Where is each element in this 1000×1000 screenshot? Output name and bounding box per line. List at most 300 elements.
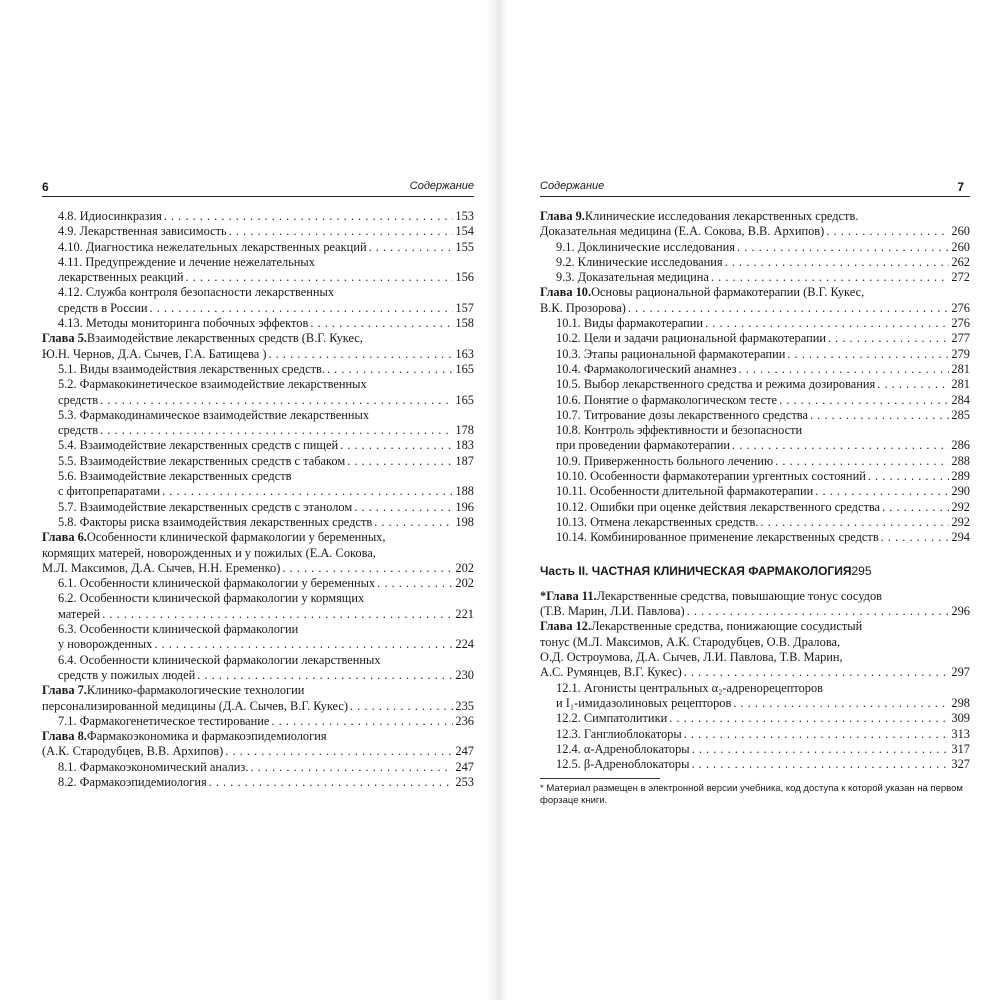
toc-page-number: 165 [455, 361, 474, 376]
toc-page-number: 221 [455, 606, 474, 621]
dot-leader [761, 515, 950, 530]
chapter-label: Глава 7. [42, 683, 87, 698]
toc-page-number: 292 [951, 499, 970, 514]
toc-entry-text: 10.10. Особенности фармакотерапии ургентных состояний [556, 469, 866, 484]
toc-entry-line [58, 607, 474, 622]
toc-page-number: 290 [951, 484, 970, 499]
toc-entry-text: 12.2. Симпатолитики [556, 711, 668, 726]
part-heading-label: Часть II. ЧАСТНАЯ КЛИНИЧЕСКАЯ ФАРМАКОЛОГИЯ [540, 563, 852, 578]
dot-leader [684, 665, 950, 680]
toc-page-number: 292 [951, 514, 970, 529]
toc-section-entry [42, 377, 474, 408]
toc-page-number: 297 [951, 665, 970, 680]
dot-leader [347, 454, 453, 469]
toc-entry-line [58, 591, 474, 606]
dot-leader [209, 775, 454, 790]
toc-entry-line [556, 515, 970, 530]
toc-entry-text: 4.13. Методы мониторинга побочных эффектов [58, 316, 309, 331]
toc-entry-line [58, 438, 474, 453]
chapter-label: Глава 5. [42, 331, 87, 346]
toc-entry-text: матерей [58, 606, 101, 621]
toc-entry-line [540, 589, 970, 604]
toc-entry-line [58, 576, 474, 591]
toc-page-number: 235 [455, 698, 474, 713]
dot-leader [877, 377, 949, 392]
toc-entry-text: 10.13. Отмена лекарственных средств. [556, 514, 759, 529]
dot-leader [100, 393, 453, 408]
toc-section-entry [540, 530, 970, 545]
dot-leader [733, 696, 949, 711]
toc-page-number: 202 [455, 576, 474, 591]
toc-entry-line [42, 744, 474, 759]
toc-entry-text: 12.3. Ганглиоблокаторы [556, 726, 682, 741]
toc-entry-line [556, 484, 970, 499]
dot-leader [687, 604, 950, 619]
running-title-right: Содержание [540, 180, 605, 192]
toc-entry-line [556, 240, 970, 255]
toc-page-number: 276 [951, 300, 970, 315]
toc-page-number: 309 [951, 711, 970, 726]
dot-leader [327, 362, 453, 377]
toc-entry-line [540, 635, 970, 650]
toc-entry-line [556, 331, 970, 346]
toc-section-entry [540, 727, 970, 742]
toc-entry-line [58, 240, 474, 255]
toc-section-entry [42, 515, 474, 530]
toc-page-number: 289 [951, 469, 970, 484]
toc-page-number: 157 [455, 300, 474, 315]
toc-entry-text: и I₁-имидазолиновых рецепторов [556, 695, 732, 710]
dot-leader [732, 438, 949, 453]
toc-entry-text: 8.2. Фармакоэпидемиология [58, 774, 207, 789]
dot-leader [150, 301, 454, 316]
toc-entry-line [540, 604, 970, 619]
toc-entry-text: 4.11. Предупреждение и лечение нежелательных [58, 254, 315, 269]
toc-page-number: 202 [455, 560, 474, 575]
toc-entry-line [42, 729, 474, 744]
toc-section-entry [540, 484, 970, 499]
toc-entry-text: 12.4. α-Адреноблокаторы [556, 741, 690, 756]
toc-page-number: 183 [455, 438, 474, 453]
toc-entry-text: 12.5. β-Адреноблокаторы [556, 757, 690, 772]
toc-section-entry [540, 347, 970, 362]
toc-entry-text: 4.10. Диагностика нежелательных лекарственных реакций [58, 239, 367, 254]
toc-entry-line [42, 546, 474, 561]
toc-entry-line [42, 683, 474, 698]
toc-section-entry [540, 240, 970, 255]
toc-entry-text: Особенности клинической фармакологии у беременных, [86, 530, 386, 545]
toc-section-entry [540, 757, 970, 772]
toc-entry-text: у новорожденных [58, 637, 153, 652]
toc-chapter-entry [42, 729, 474, 760]
toc-entry-line [556, 454, 970, 469]
toc-entry-text: с фитопрепаратами [58, 484, 161, 499]
toc-section-entry [540, 711, 970, 726]
toc-page-number: 253 [455, 774, 474, 789]
toc-entry-text: кормящих матерей, новорожденных и у пожилых (Е.А. Сокова, [42, 545, 376, 560]
toc-entry-line [58, 454, 474, 469]
dot-leader [271, 714, 453, 729]
toc-entry-text: 10.2. Цели и задачи рациональной фармакотерапии [556, 331, 826, 346]
toc-chapter-entry [42, 331, 474, 362]
dot-leader [162, 484, 453, 499]
chapter-label: Глава 8. [42, 729, 87, 744]
toc-entry-text: 6.2. Особенности клинической фармакологии у кормящих [58, 591, 365, 606]
toc-section-entry [42, 209, 474, 224]
dot-leader [705, 316, 949, 331]
toc-entry-line [556, 500, 970, 515]
dot-leader [197, 668, 453, 683]
toc-section-entry [42, 285, 474, 316]
toc-page-number: 163 [455, 346, 474, 361]
toc-entry-text: 4.12. Служба контроля безопасности лекарственных [58, 285, 335, 300]
toc-page-number: 262 [951, 254, 970, 269]
toc-section-entry [540, 423, 970, 454]
toc-page-number: 165 [455, 392, 474, 407]
toc-entry-line [42, 561, 474, 576]
toc-section-entry [42, 454, 474, 469]
toc-entry-line [556, 423, 970, 438]
toc-entry-text: Клинические исследования лекарственных средств. [584, 209, 859, 223]
right-page [540, 180, 970, 807]
toc-entry-line [556, 681, 970, 696]
toc-entry-text: О.Д. Остроумова, Д.А. Сычев, Л.И. Павлова, Т.В. Марин, [540, 650, 843, 665]
toc-entry-line [58, 760, 474, 775]
toc-entry-text: 5.8. Факторы риска взаимодействия лекарственных средств [58, 514, 373, 529]
toc-section-entry [42, 255, 474, 286]
toc-page-number: 313 [951, 726, 970, 741]
dot-leader [268, 347, 453, 362]
dot-leader [691, 757, 949, 772]
toc-page-number: 272 [951, 270, 970, 285]
toc-section-entry [540, 316, 970, 331]
toc-page-number: 281 [951, 377, 970, 392]
dot-leader [369, 240, 454, 255]
toc-chapter-entry [540, 619, 970, 680]
toc-section-entry [42, 591, 474, 622]
dot-leader [354, 500, 453, 515]
toc-entry-line [58, 637, 474, 652]
toc-entry-line [556, 742, 970, 757]
toc-page-number: 247 [455, 744, 474, 759]
toc-entry-text: 10.14. Комбинированное применение лекарственных средств [556, 530, 879, 545]
toc-entry-text: 10.1. Виды фармакотерапии [556, 316, 704, 331]
toc-chapter-entry [42, 530, 474, 576]
dot-leader [692, 742, 950, 757]
toc-page-number: 224 [455, 637, 474, 652]
chapter-label: Глава 12. [540, 619, 592, 634]
toc-page-number: 294 [951, 530, 970, 545]
running-head-left [42, 180, 474, 197]
page-number-right: 7 [957, 180, 964, 194]
toc-entry-text: средств у пожилых людей [58, 667, 196, 682]
toc-list-right-part2 [540, 589, 970, 773]
toc-entry-line [58, 484, 474, 499]
toc-entry-line [58, 775, 474, 790]
toc-entry-line [58, 500, 474, 515]
dot-leader [881, 530, 950, 545]
toc-entry-text: 12.1. Агонисты центральных α₂-адренорецепторов [556, 680, 824, 695]
toc-entry-text: В.К. Прозорова) [540, 300, 626, 315]
dot-leader [350, 699, 453, 714]
toc-chapter-entry [540, 285, 970, 316]
dot-leader [154, 637, 453, 652]
toc-entry-text: тонус (М.Л. Максимов, А.К. Стародубцев, О.В. Дралова, [540, 634, 841, 649]
toc-page-number: 247 [455, 759, 474, 774]
toc-section-entry [540, 469, 970, 484]
toc-entry-line [540, 224, 970, 239]
toc-list-right [540, 209, 970, 546]
toc-entry-line [58, 653, 474, 668]
toc-entry-line [42, 530, 474, 545]
toc-entry-text: средств [58, 392, 99, 407]
toc-entry-text: 10.3. Этапы рациональной фармакотерапии [556, 346, 786, 361]
part-heading [540, 564, 970, 579]
toc-entry-text: 10.11. Особенности длительной фармакотерапии [556, 484, 814, 499]
dot-leader [739, 362, 950, 377]
toc-entry-text: 4.8. Идиосинкразия [58, 209, 162, 223]
toc-entry-text: 5.1. Виды взаимодействия лекарственных средств. [58, 361, 325, 376]
dot-leader [229, 224, 454, 239]
toc-section-entry [42, 224, 474, 239]
dot-leader [810, 408, 949, 423]
toc-entry-text: Лекарственные средства, понижающие сосудистый [591, 619, 863, 634]
toc-chapter-entry [540, 589, 970, 620]
toc-page-number: 178 [455, 423, 474, 438]
toc-entry-line [556, 711, 970, 726]
toc-entry-text: персонализированной медицины (Д.А. Сычев, В.Г. Кукес) [42, 698, 348, 713]
toc-entry-line [58, 285, 474, 300]
toc-list-left [42, 209, 474, 790]
dot-leader [186, 270, 454, 285]
part-heading-page: 295 [851, 563, 872, 578]
toc-chapter-entry [42, 683, 474, 714]
chapter-label: *Глава 11. [540, 588, 597, 603]
toc-entry-line [556, 377, 970, 392]
toc-section-entry [42, 362, 474, 377]
dot-leader [164, 209, 454, 224]
toc-page-number: 279 [951, 346, 970, 361]
toc-entry-text: 10.12. Ошибки при оценке действия лекарственного средства [556, 499, 881, 514]
toc-entry-line [540, 301, 970, 316]
dot-leader [340, 438, 453, 453]
dot-leader [669, 711, 949, 726]
toc-entry-text: 5.7. Взаимодействие лекарственных средств с этанолом [58, 499, 353, 514]
toc-page-number: 188 [455, 484, 474, 499]
toc-entry-text: Клинико-фармакологические технологии [86, 683, 305, 698]
toc-entry-text: 10.4. Фармакологический анамнез [556, 361, 737, 376]
toc-entry-text: 10.6. Понятие о фармакологическом тесте [556, 392, 778, 407]
toc-entry-line [58, 377, 474, 392]
chapter-label: Глава 10. [540, 285, 592, 300]
toc-page-number: 236 [455, 713, 474, 728]
dot-leader [282, 561, 453, 576]
toc-section-entry [42, 622, 474, 653]
running-title-left: Содержание [409, 180, 474, 192]
toc-section-entry [540, 270, 970, 285]
toc-entry-line [58, 622, 474, 637]
toc-entry-text: (Т.В. Марин, Л.И. Павлова) [540, 604, 685, 619]
dot-leader [725, 255, 950, 270]
dot-leader [787, 347, 949, 362]
toc-entry-text: 6.1. Особенности клинической фармакологии у беременных [58, 576, 376, 591]
toc-entry-line [556, 393, 970, 408]
toc-section-entry [540, 500, 970, 515]
toc-entry-line [42, 347, 474, 362]
toc-page-number: 155 [455, 239, 474, 254]
toc-entry-line [556, 757, 970, 772]
toc-entry-text: 10.5. Выбор лекарственного средства и режима дозирования [556, 377, 876, 392]
footnote-rule [540, 778, 660, 779]
toc-section-entry [42, 714, 474, 729]
toc-entry-text: 9.2. Клинические исследования [556, 254, 723, 269]
dot-leader [374, 515, 453, 530]
toc-page-number: 288 [951, 453, 970, 468]
toc-entry-line [556, 469, 970, 484]
toc-page-number: 285 [951, 407, 970, 422]
toc-page-number: 198 [455, 514, 474, 529]
toc-entry-text: Доказательная медицина (Е.А. Сокова, В.В. Архипов) [540, 224, 825, 239]
toc-entry-line [58, 408, 474, 423]
toc-page-number: 284 [951, 392, 970, 407]
toc-entry-line [556, 438, 970, 453]
toc-section-entry [540, 377, 970, 392]
dot-leader [737, 240, 949, 255]
toc-entry-line [58, 270, 474, 285]
left-page [42, 180, 474, 790]
dot-leader [868, 469, 950, 484]
toc-entry-line [556, 696, 970, 711]
toc-entry-text: 5.6. Взаимодействие лекарственных средств [58, 469, 292, 484]
dot-leader [882, 500, 949, 515]
toc-entry-line [540, 209, 970, 224]
toc-entry-text: А.С. Румянцев, В.Г. Кукес) [540, 665, 682, 680]
dot-leader [377, 576, 453, 591]
dot-leader [826, 224, 949, 239]
toc-entry-text: Лекарственные средства, повышающие тонус сосудов [596, 588, 883, 603]
toc-section-entry [42, 775, 474, 790]
toc-entry-line [556, 270, 970, 285]
toc-entry-line [556, 362, 970, 377]
toc-entry-line [58, 316, 474, 331]
toc-entry-line [42, 331, 474, 346]
toc-page-number: 277 [951, 331, 970, 346]
toc-entry-text: 5.3. Фармакодинамическое взаимодействие лекарственных [58, 407, 370, 422]
toc-section-entry [540, 742, 970, 757]
toc-entry-text: 9.3. Доказательная медицина [556, 270, 709, 285]
dot-leader [250, 760, 453, 775]
toc-section-entry [42, 653, 474, 684]
toc-section-entry [42, 408, 474, 439]
toc-entry-line [58, 255, 474, 270]
toc-section-entry [540, 515, 970, 530]
chapter-label: Глава 9. [540, 209, 585, 223]
toc-page-number: 153 [455, 209, 474, 223]
dot-leader [779, 393, 949, 408]
toc-entry-text: Ю.Н. Чернов, Д.А. Сычев, Г.А. Батищева ) [42, 346, 267, 361]
toc-page-number: 286 [951, 438, 970, 453]
book-gutter [486, 0, 508, 1000]
dot-leader [711, 270, 949, 285]
toc-entry-line [556, 347, 970, 362]
toc-entry-line [58, 469, 474, 484]
toc-entry-line [556, 316, 970, 331]
toc-entry-line [42, 699, 474, 714]
toc-entry-text: 5.2. Фармакокинетическое взаимодействие лекарственных [58, 377, 367, 392]
toc-section-entry [540, 454, 970, 469]
toc-entry-line [556, 408, 970, 423]
dot-leader [815, 484, 949, 499]
dot-leader [102, 607, 453, 622]
toc-section-entry [42, 316, 474, 331]
toc-section-entry [42, 469, 474, 500]
toc-entry-text: 6.4. Особенности клинической фармакологии лекарственных [58, 652, 381, 667]
toc-entry-line [58, 301, 474, 316]
toc-entry-text: 7.1. Фармакогенетическое тестирование [58, 713, 270, 728]
toc-section-entry [42, 240, 474, 255]
toc-page-number: 260 [951, 239, 970, 254]
dot-leader [100, 423, 453, 438]
toc-section-entry [42, 438, 474, 453]
toc-entry-line [58, 393, 474, 408]
toc-page-number: 296 [951, 604, 970, 619]
toc-page-number: 158 [455, 316, 474, 331]
toc-page-number: 154 [455, 224, 474, 239]
toc-entry-text: Фармакоэкономика и фармакоэпидемиология [86, 729, 327, 744]
toc-entry-line [556, 727, 970, 742]
toc-entry-text: 10.9. Приверженность больного лечению [556, 453, 774, 468]
toc-page-number: 156 [455, 270, 474, 285]
toc-entry-line [540, 619, 970, 634]
toc-section-entry [540, 331, 970, 346]
toc-entry-text: Взаимодействие лекарственных средств (В.Г. Кукес, [86, 331, 363, 346]
dot-leader [310, 316, 453, 331]
toc-section-entry [540, 255, 970, 270]
toc-entry-line [58, 423, 474, 438]
running-head-right [540, 180, 970, 197]
toc-entry-line [540, 285, 970, 300]
toc-page-number: 230 [455, 667, 474, 682]
toc-page-number: 196 [455, 499, 474, 514]
toc-page-number: 281 [951, 361, 970, 376]
chapter-label: Глава 6. [42, 530, 87, 545]
toc-entry-text: 8.1. Фармакоэкономический анализ. [58, 759, 249, 774]
toc-entry-text: (А.К. Стародубцев, В.В. Архипов) [42, 744, 224, 759]
dot-leader [828, 331, 949, 346]
toc-entry-line [540, 650, 970, 665]
toc-page-number: 187 [455, 453, 474, 468]
toc-section-entry [540, 393, 970, 408]
toc-section-entry [42, 760, 474, 775]
toc-entry-text: 9.1. Доклинические исследования [556, 239, 736, 254]
toc-section-entry [42, 500, 474, 515]
toc-entry-line [58, 209, 474, 224]
toc-entry-text: при проведении фармакотерапии [556, 438, 731, 453]
toc-page-number: 276 [951, 316, 970, 331]
dot-leader [225, 744, 453, 759]
toc-entry-line [540, 665, 970, 680]
toc-entry-text: 5.4. Взаимодействие лекарственных средств с пищей [58, 438, 339, 453]
toc-entry-line [58, 714, 474, 729]
toc-chapter-entry [540, 209, 970, 240]
toc-entry-text: 4.9. Лекарственная зависимость [58, 224, 227, 239]
toc-section-entry [42, 576, 474, 591]
toc-section-entry [540, 681, 970, 712]
toc-entry-line [58, 668, 474, 683]
dot-leader [775, 454, 949, 469]
footnote: * Материал размещен в электронной версии учебника, код доступа к которой указан на первом форзаце книги. [540, 783, 963, 807]
toc-entry-text: 10.8. Контроль эффективности и безопасности [556, 423, 803, 438]
